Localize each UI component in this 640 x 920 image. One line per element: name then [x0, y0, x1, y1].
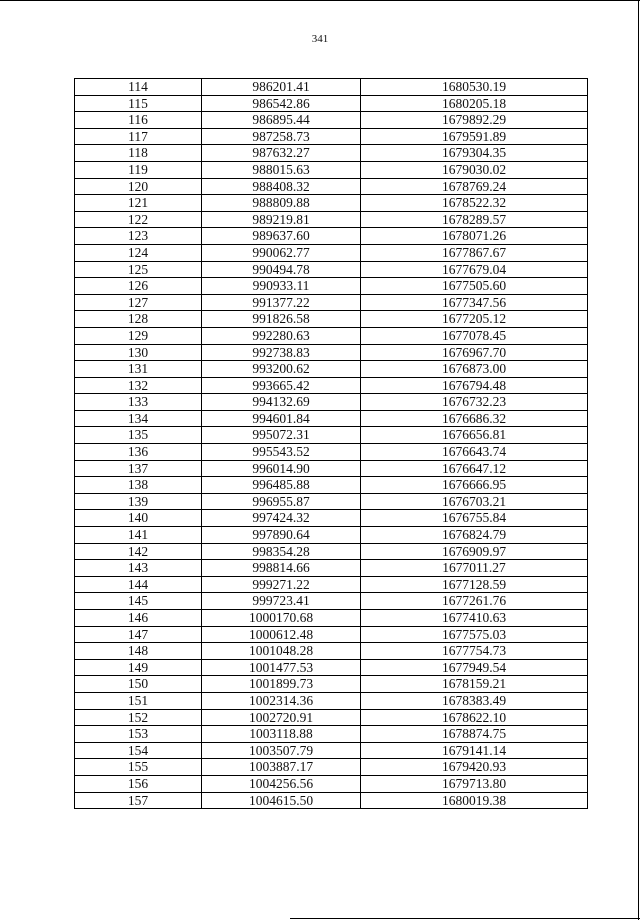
x-coordinate-cell: 998814.66 — [202, 560, 361, 577]
y-coordinate-cell: 1676666.95 — [361, 477, 588, 494]
y-coordinate-cell: 1676909.97 — [361, 543, 588, 560]
table-row — [75, 211, 588, 228]
point-number-cell: 134 — [75, 410, 202, 427]
table-row — [75, 610, 588, 627]
table-row — [75, 327, 588, 344]
x-coordinate-cell: 986201.41 — [202, 79, 361, 96]
point-number-cell: 154 — [75, 742, 202, 759]
point-number-cell: 141 — [75, 527, 202, 544]
x-coordinate-cell: 997890.64 — [202, 527, 361, 544]
y-coordinate-cell: 1680205.18 — [361, 95, 588, 112]
point-number-cell: 115 — [75, 95, 202, 112]
y-coordinate-cell: 1676686.32 — [361, 410, 588, 427]
table-row — [75, 692, 588, 709]
x-coordinate-cell: 1004615.50 — [202, 792, 361, 809]
table-row — [75, 195, 588, 212]
y-coordinate-cell: 1677679.04 — [361, 261, 588, 278]
x-coordinate-cell: 1003507.79 — [202, 742, 361, 759]
table-row — [75, 79, 588, 96]
point-number-cell: 123 — [75, 228, 202, 245]
x-coordinate-cell: 994132.69 — [202, 394, 361, 411]
table-row — [75, 427, 588, 444]
x-coordinate-cell: 988809.88 — [202, 195, 361, 212]
table-row — [75, 311, 588, 328]
y-coordinate-cell: 1678522.32 — [361, 195, 588, 212]
x-coordinate-cell: 992280.63 — [202, 327, 361, 344]
table-row — [75, 726, 588, 743]
x-coordinate-cell: 997424.32 — [202, 510, 361, 527]
table-row — [75, 394, 588, 411]
y-coordinate-cell: 1676755.84 — [361, 510, 588, 527]
x-coordinate-cell: 1004256.56 — [202, 775, 361, 792]
table-row — [75, 659, 588, 676]
point-number-cell: 128 — [75, 311, 202, 328]
page-right-border — [638, 0, 639, 920]
point-number-cell: 120 — [75, 178, 202, 195]
y-coordinate-cell: 1677505.60 — [361, 278, 588, 295]
table-row — [75, 128, 588, 145]
point-number-cell: 157 — [75, 792, 202, 809]
table-row — [75, 775, 588, 792]
point-number-cell: 147 — [75, 626, 202, 643]
point-number-cell: 142 — [75, 543, 202, 560]
x-coordinate-cell: 986542.86 — [202, 95, 361, 112]
point-number-cell: 114 — [75, 79, 202, 96]
x-coordinate-cell: 989637.60 — [202, 228, 361, 245]
table-row — [75, 410, 588, 427]
table-row — [75, 792, 588, 809]
y-coordinate-cell: 1677205.12 — [361, 311, 588, 328]
y-coordinate-cell: 1676873.00 — [361, 361, 588, 378]
x-coordinate-cell: 991826.58 — [202, 311, 361, 328]
table-row — [75, 543, 588, 560]
point-number-cell: 133 — [75, 394, 202, 411]
y-coordinate-cell: 1678769.24 — [361, 178, 588, 195]
table-row — [75, 228, 588, 245]
x-coordinate-cell: 1001899.73 — [202, 676, 361, 693]
point-number-cell: 155 — [75, 759, 202, 776]
table-row — [75, 493, 588, 510]
x-coordinate-cell: 999271.22 — [202, 576, 361, 593]
y-coordinate-cell: 1679304.35 — [361, 145, 588, 162]
table-row — [75, 145, 588, 162]
y-coordinate-cell: 1678071.26 — [361, 228, 588, 245]
table-row — [75, 161, 588, 178]
x-coordinate-cell: 993200.62 — [202, 361, 361, 378]
y-coordinate-cell: 1680019.38 — [361, 792, 588, 809]
point-number-cell: 136 — [75, 444, 202, 461]
page-number: 341 — [311, 33, 329, 45]
table-row — [75, 643, 588, 660]
y-coordinate-cell: 1677261.76 — [361, 593, 588, 610]
y-coordinate-cell: 1676656.81 — [361, 427, 588, 444]
point-number-cell: 117 — [75, 128, 202, 145]
point-number-cell: 129 — [75, 327, 202, 344]
y-coordinate-cell: 1677078.45 — [361, 327, 588, 344]
page-bottom-border — [290, 918, 640, 919]
y-coordinate-cell: 1677410.63 — [361, 610, 588, 627]
x-coordinate-cell: 990494.78 — [202, 261, 361, 278]
x-coordinate-cell: 999723.41 — [202, 593, 361, 610]
y-coordinate-cell: 1678289.57 — [361, 211, 588, 228]
y-coordinate-cell: 1676824.79 — [361, 527, 588, 544]
y-coordinate-cell: 1677754.73 — [361, 643, 588, 660]
table-row — [75, 278, 588, 295]
x-coordinate-cell: 991377.22 — [202, 294, 361, 311]
y-coordinate-cell: 1677128.59 — [361, 576, 588, 593]
point-number-cell: 139 — [75, 493, 202, 510]
table-row — [75, 261, 588, 278]
x-coordinate-cell: 990933.11 — [202, 278, 361, 295]
point-number-cell: 145 — [75, 593, 202, 610]
table-row — [75, 444, 588, 461]
table-row — [75, 626, 588, 643]
table-row — [75, 510, 588, 527]
table-row — [75, 709, 588, 726]
y-coordinate-cell: 1677011.27 — [361, 560, 588, 577]
point-number-cell: 131 — [75, 361, 202, 378]
point-number-cell: 118 — [75, 145, 202, 162]
y-coordinate-cell: 1678159.21 — [361, 676, 588, 693]
y-coordinate-cell: 1677347.56 — [361, 294, 588, 311]
point-number-cell: 138 — [75, 477, 202, 494]
x-coordinate-cell: 1003887.17 — [202, 759, 361, 776]
point-number-cell: 143 — [75, 560, 202, 577]
table-row — [75, 560, 588, 577]
point-number-cell: 116 — [75, 112, 202, 129]
table-row — [75, 361, 588, 378]
y-coordinate-cell: 1676732.23 — [361, 394, 588, 411]
x-coordinate-cell: 987258.73 — [202, 128, 361, 145]
point-number-cell: 152 — [75, 709, 202, 726]
x-coordinate-cell: 998354.28 — [202, 543, 361, 560]
point-number-cell: 151 — [75, 692, 202, 709]
y-coordinate-cell: 1677867.67 — [361, 244, 588, 261]
table-row — [75, 593, 588, 610]
point-number-cell: 144 — [75, 576, 202, 593]
y-coordinate-cell: 1677949.54 — [361, 659, 588, 676]
y-coordinate-cell: 1679892.29 — [361, 112, 588, 129]
point-number-cell: 130 — [75, 344, 202, 361]
point-number-cell: 148 — [75, 643, 202, 660]
x-coordinate-cell: 1000170.68 — [202, 610, 361, 627]
x-coordinate-cell: 1001048.28 — [202, 643, 361, 660]
table-row — [75, 112, 588, 129]
table-row — [75, 95, 588, 112]
y-coordinate-cell: 1676967.70 — [361, 344, 588, 361]
coordinates-table — [74, 78, 588, 809]
point-number-cell: 126 — [75, 278, 202, 295]
point-number-cell: 140 — [75, 510, 202, 527]
x-coordinate-cell: 996485.88 — [202, 477, 361, 494]
y-coordinate-cell: 1679713.80 — [361, 775, 588, 792]
x-coordinate-cell: 988015.63 — [202, 161, 361, 178]
y-coordinate-cell: 1676703.21 — [361, 493, 588, 510]
x-coordinate-cell: 1002720.91 — [202, 709, 361, 726]
point-number-cell: 150 — [75, 676, 202, 693]
point-number-cell: 127 — [75, 294, 202, 311]
y-coordinate-cell: 1678874.75 — [361, 726, 588, 743]
point-number-cell: 135 — [75, 427, 202, 444]
y-coordinate-cell: 1679591.89 — [361, 128, 588, 145]
x-coordinate-cell: 992738.83 — [202, 344, 361, 361]
point-number-cell: 137 — [75, 460, 202, 477]
point-number-cell: 132 — [75, 377, 202, 394]
table-row — [75, 742, 588, 759]
x-coordinate-cell: 996014.90 — [202, 460, 361, 477]
table-row — [75, 477, 588, 494]
x-coordinate-cell: 1002314.36 — [202, 692, 361, 709]
y-coordinate-cell: 1678383.49 — [361, 692, 588, 709]
y-coordinate-cell: 1677575.03 — [361, 626, 588, 643]
x-coordinate-cell: 995543.52 — [202, 444, 361, 461]
x-coordinate-cell: 1001477.53 — [202, 659, 361, 676]
point-number-cell: 119 — [75, 161, 202, 178]
y-coordinate-cell: 1676647.12 — [361, 460, 588, 477]
table-row — [75, 344, 588, 361]
point-number-cell: 156 — [75, 775, 202, 792]
table-row — [75, 460, 588, 477]
table-row — [75, 676, 588, 693]
table-row — [75, 377, 588, 394]
x-coordinate-cell: 990062.77 — [202, 244, 361, 261]
table-row — [75, 294, 588, 311]
x-coordinate-cell: 987632.27 — [202, 145, 361, 162]
table-row — [75, 178, 588, 195]
y-coordinate-cell: 1679030.02 — [361, 161, 588, 178]
point-number-cell: 149 — [75, 659, 202, 676]
point-number-cell: 125 — [75, 261, 202, 278]
y-coordinate-cell: 1679141.14 — [361, 742, 588, 759]
y-coordinate-cell: 1680530.19 — [361, 79, 588, 96]
x-coordinate-cell: 1000612.48 — [202, 626, 361, 643]
x-coordinate-cell: 986895.44 — [202, 112, 361, 129]
table-row — [75, 576, 588, 593]
table-row — [75, 527, 588, 544]
y-coordinate-cell: 1676643.74 — [361, 444, 588, 461]
y-coordinate-cell: 1676794.48 — [361, 377, 588, 394]
y-coordinate-cell: 1679420.93 — [361, 759, 588, 776]
page-top-border — [0, 0, 640, 1]
x-coordinate-cell: 993665.42 — [202, 377, 361, 394]
x-coordinate-cell: 995072.31 — [202, 427, 361, 444]
y-coordinate-cell: 1678622.10 — [361, 709, 588, 726]
x-coordinate-cell: 996955.87 — [202, 493, 361, 510]
x-coordinate-cell: 994601.84 — [202, 410, 361, 427]
point-number-cell: 122 — [75, 211, 202, 228]
point-number-cell: 124 — [75, 244, 202, 261]
point-number-cell: 153 — [75, 726, 202, 743]
coordinates-table-body — [75, 79, 588, 809]
x-coordinate-cell: 988408.32 — [202, 178, 361, 195]
table-row — [75, 244, 588, 261]
x-coordinate-cell: 1003118.88 — [202, 726, 361, 743]
x-coordinate-cell: 989219.81 — [202, 211, 361, 228]
point-number-cell: 121 — [75, 195, 202, 212]
table-row — [75, 759, 588, 776]
point-number-cell: 146 — [75, 610, 202, 627]
